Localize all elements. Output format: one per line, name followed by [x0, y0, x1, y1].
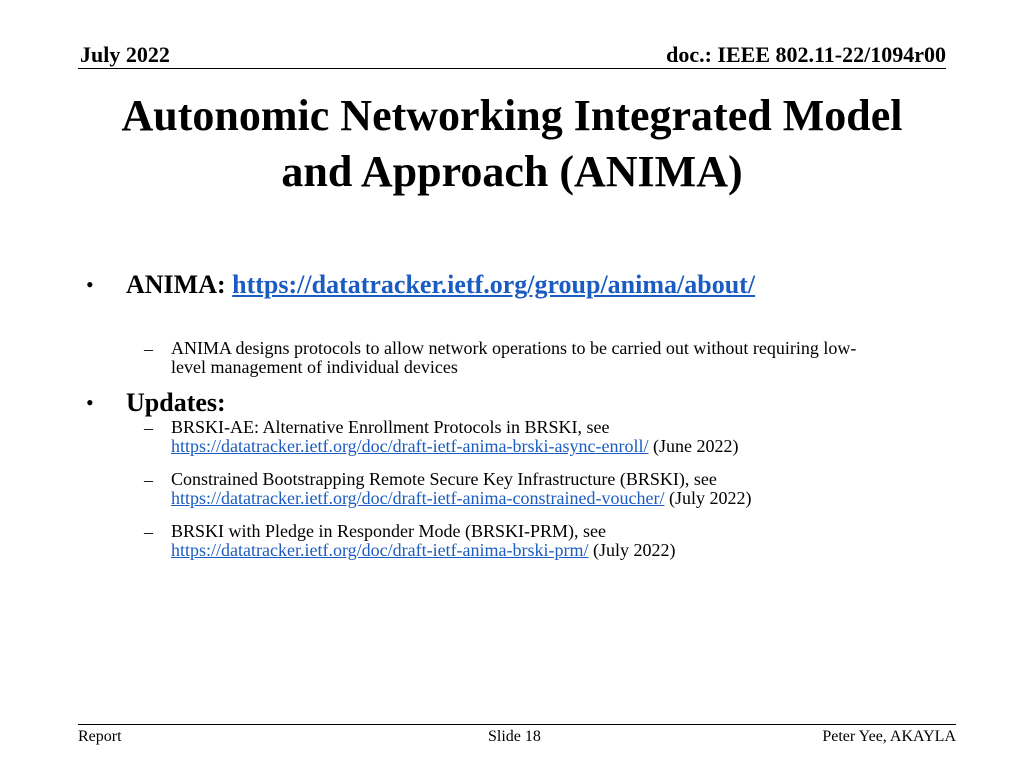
update-item-text: BRSKI with Pledge in Responder Mode (BRSKI-PRM), see [171, 521, 606, 541]
anima-description-line-2: level management of individual devices [171, 357, 458, 377]
slide-title-line-1: Autonomic Networking Integrated Model [121, 91, 903, 140]
footer-divider [78, 724, 956, 725]
sub-bullet-marker: – [144, 418, 153, 438]
anima-description [171, 339, 856, 377]
update-item-brski-ae [171, 418, 738, 456]
bullet-marker: • [86, 272, 94, 297]
update-item-text: Constrained Bootstrapping Remote Secure Key Infrastructure (BRSKI), see [171, 469, 717, 489]
anima-description-line-1: ANIMA designs protocols to allow network operations to be carried out without requiring low- [171, 338, 857, 358]
update-item-date: (June 2022) [648, 436, 739, 456]
header-date: July 2022 [80, 42, 170, 67]
header-divider [78, 68, 946, 69]
brski-async-enroll-link[interactable]: https://datatracker.ietf.org/doc/draft-ietf-anima-brski-async-enroll/ [171, 436, 649, 456]
bullet-updates-label: Updates: [126, 388, 226, 417]
header-doc-id: doc.: IEEE 802.11-22/1094r00 [666, 42, 946, 67]
sub-bullet-marker: – [144, 470, 153, 490]
sub-bullet-marker: – [144, 339, 153, 359]
brski-prm-link[interactable]: https://datatracker.ietf.org/doc/draft-ietf-anima-brski-prm/ [171, 540, 589, 560]
anima-about-link[interactable]: https://datatracker.ietf.org/group/anima/about/ [232, 270, 756, 299]
update-item-brski-prm [171, 522, 676, 560]
footer-report-label: Report [78, 728, 122, 745]
bullet-updates [126, 388, 226, 418]
footer-author: Peter Yee, AKAYLA [822, 728, 956, 745]
bullet-marker: • [86, 390, 94, 415]
constrained-voucher-link[interactable]: https://datatracker.ietf.org/doc/draft-ietf-anima-constrained-voucher/ [171, 488, 665, 508]
update-item-text: BRSKI-AE: Alternative Enrollment Protocols in BRSKI, see [171, 417, 610, 437]
bullet-anima-label: ANIMA: [126, 270, 226, 299]
update-item-date: (July 2022) [588, 540, 676, 560]
bullet-anima [126, 270, 755, 300]
footer-slide-number: Slide 18 [488, 728, 541, 745]
update-item-date: (July 2022) [664, 488, 752, 508]
slide-title-line-2: and Approach (ANIMA) [281, 147, 743, 196]
slide-title [60, 88, 964, 200]
update-item-constrained-brski [171, 470, 751, 508]
sub-bullet-marker: – [144, 522, 153, 542]
